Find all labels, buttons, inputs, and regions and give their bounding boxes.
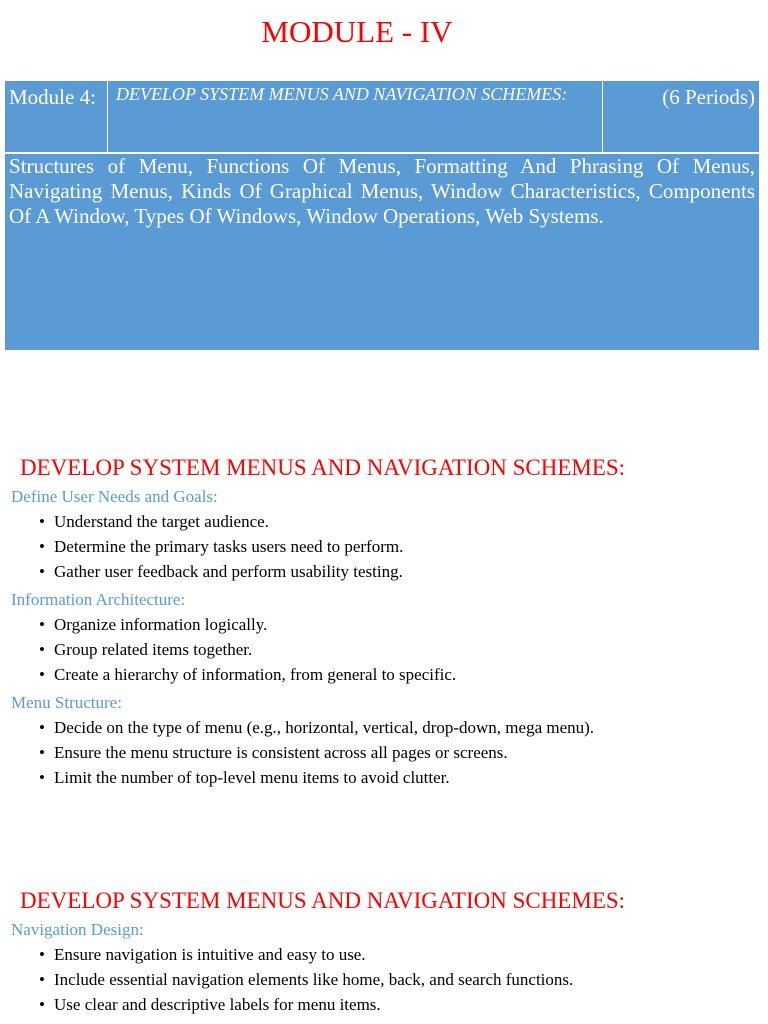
bullet-list-navigation-design [36,944,573,1019]
list-item: • Create a hierarchy of information, from general to specific. [36,664,456,689]
module-label: Module 4: [9,85,96,109]
list-item: • Decide on the type of menu (e.g., horizontal, vertical, drop-down, mega menu). [36,717,594,742]
syllabus-header-row [5,81,759,152]
module-periods: (6 Periods) [662,85,755,109]
list-item: • Include essential navigation elements like home, back, and search functions. [36,969,573,994]
bullet-list-menu-structure [36,717,594,792]
page-title: MODULE - IV [261,14,453,49]
syllabus-topics: Structures of Menu, Functions Of Menus, Formatting And Phrasing Of Menus, Navigating Menus, Kinds Of Graphical Menus, Window Characteristics, Components Of A Window, Types Of Windows, Window Operations, Web Systems. [9,154,755,228]
list-item: • Group related items together. [36,639,456,664]
subheading-user-needs: Define User Needs and Goals: [11,487,218,506]
subheading-navigation-design: Navigation Design: [11,920,144,939]
list-item: • Ensure navigation is intuitive and easy to use. [36,944,573,969]
bullet-list-information-architecture [36,614,456,689]
list-item: • Gather user feedback and perform usability testing. [36,561,403,586]
section-heading: DEVELOP SYSTEM MENUS AND NAVIGATION SCHEMES: [20,455,626,480]
subheading-menu-structure: Menu Structure: [11,693,122,712]
list-item: • Determine the primary tasks users need to perform. [36,536,403,561]
section-heading: DEVELOP SYSTEM MENUS AND NAVIGATION SCHEMES: [20,888,626,913]
list-item: • Organize information logically. [36,614,456,639]
syllabus-table [5,81,759,350]
list-item: • Use clear and descriptive labels for menu items. [36,994,573,1019]
list-item: • Ensure the menu structure is consistent across all pages or screens. [36,742,594,767]
module-title: DEVELOP SYSTEM MENUS AND NAVIGATION SCHEMES: [107,81,603,152]
list-item: • Understand the target audience. [36,511,403,536]
bullet-list-user-needs [36,511,403,586]
list-item: • Limit the number of top-level menu items to avoid clutter. [36,767,594,792]
syllabus-topics-row [5,154,759,350]
subheading-information-architecture: Information Architecture: [11,590,186,609]
